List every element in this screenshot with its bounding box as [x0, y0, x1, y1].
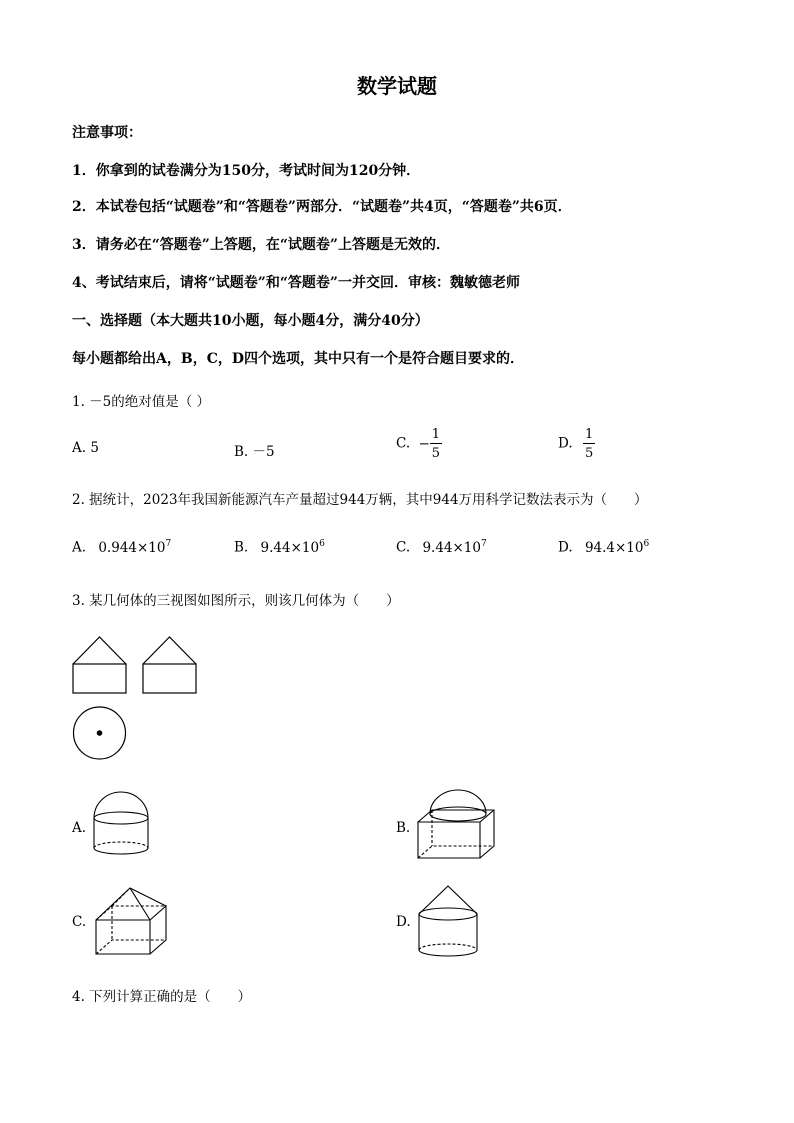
q1-option-d-label: D. — [558, 435, 573, 452]
front-view — [73, 637, 126, 693]
q2-option-b-exponent: 6 — [319, 539, 325, 549]
q2-option-a-label: A. — [72, 539, 87, 556]
q1-option-d-fraction — [583, 428, 595, 460]
q2-option-c-label: C. — [396, 539, 411, 556]
section-instruction: 每小题都给出A，B，C，D四个选项，其中只有一个是符合题目要求的． — [72, 351, 524, 367]
q2-option-d-label: D. — [558, 539, 573, 556]
question-1-stem: 1. －5的绝对值是（ ） — [72, 394, 211, 410]
q3-option-c-figure — [92, 884, 172, 960]
q2-option-d-exponent: 6 — [643, 539, 650, 549]
q3-option-c-label: C. — [72, 914, 87, 930]
q1-option-c — [396, 428, 442, 460]
notice-item-2: 2．本试卷包括“试题卷”和“答题卷”两部分．“试题卷”共4页，“答题卷”共6页． — [72, 199, 572, 215]
q1-option-d — [558, 428, 595, 460]
q2-option-a — [72, 539, 171, 556]
q2-option-d — [558, 539, 649, 556]
notice-item-3: 3．请务必在“答题卷”上答题，在“试题卷”上答题是无效的． — [72, 237, 450, 253]
fraction-denominator: 5 — [431, 446, 441, 461]
q2-option-a-exponent: 7 — [165, 539, 172, 549]
page-title: 数学试题 — [357, 74, 437, 98]
q2-option-d-base: 94.4×10 — [584, 539, 644, 556]
section-heading: 一、选择题（本大题共10小题，每小题4分，满分40分） — [72, 313, 429, 329]
fraction-numerator: 1 — [584, 427, 594, 442]
q3-option-b-label: B. — [396, 820, 411, 836]
side-view — [143, 637, 196, 693]
question-2-stem: 2. 据统计，2023年我国新能源汽车产量超过944万辆，其中944万用科学记数法表示为（ ） — [72, 492, 648, 508]
q3-option-a-label: A. — [72, 820, 87, 836]
q2-option-c-base: 9.44×10 — [422, 539, 481, 556]
q2-option-a-base: 0.944×10 — [98, 539, 166, 556]
q2-option-c — [396, 539, 487, 556]
q1-option-c-fraction — [430, 428, 442, 460]
notice-item-4: 4、考试结束后，请将“试题卷”和“答题卷”一并交回．审核：魏敏德老师 — [72, 275, 520, 291]
question-3-stem: 3. 某几何体的三视图如图所示，则该几何体为（ ） — [72, 593, 400, 609]
q2-option-b-base: 9.44×10 — [260, 539, 320, 556]
q2-option-b-label: B. — [234, 539, 249, 556]
top-view — [74, 707, 126, 759]
question-4-stem: 4. 下列计算正确的是（ ） — [72, 989, 252, 1005]
q3-option-a-figure — [92, 790, 152, 860]
notice-item-1: 1．你拿到的试卷满分为150分，考试时间为120分钟． — [72, 163, 421, 179]
q3-option-d-label: D. — [396, 914, 411, 930]
q1-option-c-label: C. — [396, 435, 411, 452]
q1-option-b: B. －5 — [234, 444, 275, 460]
q3-option-d-figure — [416, 884, 482, 960]
q3-option-b-figure — [414, 788, 500, 864]
q2-option-c-exponent: 7 — [481, 539, 487, 549]
three-view-figure — [70, 634, 200, 764]
fraction-numerator: 1 — [431, 427, 441, 442]
notice-heading: 注意事项： — [72, 125, 142, 141]
q2-option-b — [234, 539, 325, 556]
fraction-denominator: 5 — [584, 446, 594, 461]
q1-option-c-sign: − — [418, 435, 430, 452]
q1-option-a: A. 5 — [72, 440, 99, 456]
